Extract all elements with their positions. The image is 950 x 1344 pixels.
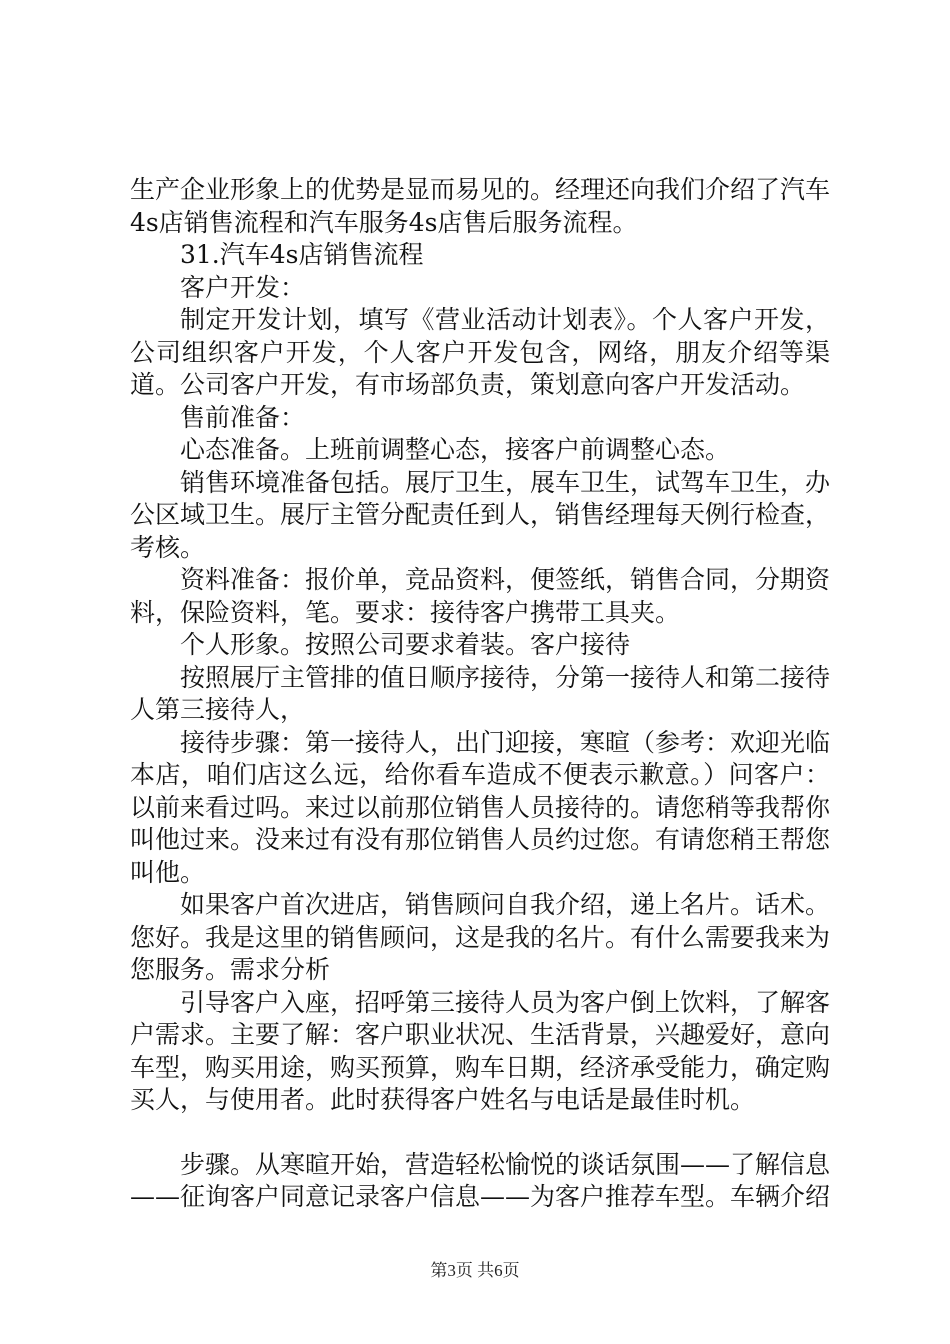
paragraph: 生产企业形象上的优势是显而易见的。经理还向我们介绍了汽车4s店销售流程和汽车服务4s店售后服务流程。 bbox=[130, 175, 831, 237]
paragraph: 销售环境准备包括。展厅卫生，展车卫生，试驾车卫生，办公区域卫生。展厅主管分配责任到人，销售经理每天例行检查，考核。 bbox=[130, 467, 831, 562]
subheading: 售前准备： bbox=[180, 402, 306, 432]
paragraph: 按照展厅主管排的值日顺序接待，分第一接待人和第二接待人第三接待人， bbox=[130, 662, 831, 724]
page-number-footer: 第3页 共6页 bbox=[430, 1261, 520, 1280]
paragraph: 资料准备：报价单，竞品资料，便签纸，销售合同，分期资料，保险资料，笔。要求：接待客户携带工具夹。 bbox=[130, 565, 831, 627]
section-heading: 31.汽车4s店销售流程 bbox=[180, 240, 424, 269]
paragraph: 心态准备。上班前调整心态，接客户前调整心态。 bbox=[180, 435, 731, 464]
paragraph: 接待步骤：第一接待人，出门迎接，寒暄（参考：欢迎光临本店，咱们店这么远，给你看车造成不便表示歉意。）问客户：以前来看过吗。来过以前那位销售人员接待的。请您稍等我帮你叫他过来。没来过有没有那位销售人员约过您。有请您稍王帮您叫他。 bbox=[130, 727, 831, 887]
paragraph: 如果客户首次进店，销售顾问自我介绍，递上名片。话术。您好。我是这里的销售顾问，这是我的名片。有什么需要我来为您服务。需求分析 bbox=[130, 890, 831, 984]
document-body bbox=[130, 174, 830, 1214]
paragraph: 制定开发计划，填写《营业活动计划表》。个人客户开发，公司组织客户开发，个人客户开发包含，网络，朋友介绍等渠道。公司客户开发，有市场部负责，策划意向客户开发活动。 bbox=[130, 305, 830, 399]
paragraph-gap bbox=[130, 1117, 830, 1149]
paragraph: 步骤。从寒暄开始，营造轻松愉悦的谈话氛围——了解信息——征询客户同意记录客户信息——为客户推荐车型。车辆介绍 bbox=[130, 1149, 831, 1211]
paragraph: 个人形象。按照公司要求着装。客户接待 bbox=[180, 630, 631, 659]
subheading: 客户开发： bbox=[180, 272, 306, 302]
paragraph: 引导客户入座，招呼第三接待人员为客户倒上饮料，了解客户需求。主要了解：客户职业状况、生活背景，兴趣爱好，意向车型，购买用途，购买预算，购车日期，经济承受能力，确定购买人，与使用者。此时获得客户姓名与电话是最佳时机。 bbox=[130, 987, 831, 1114]
